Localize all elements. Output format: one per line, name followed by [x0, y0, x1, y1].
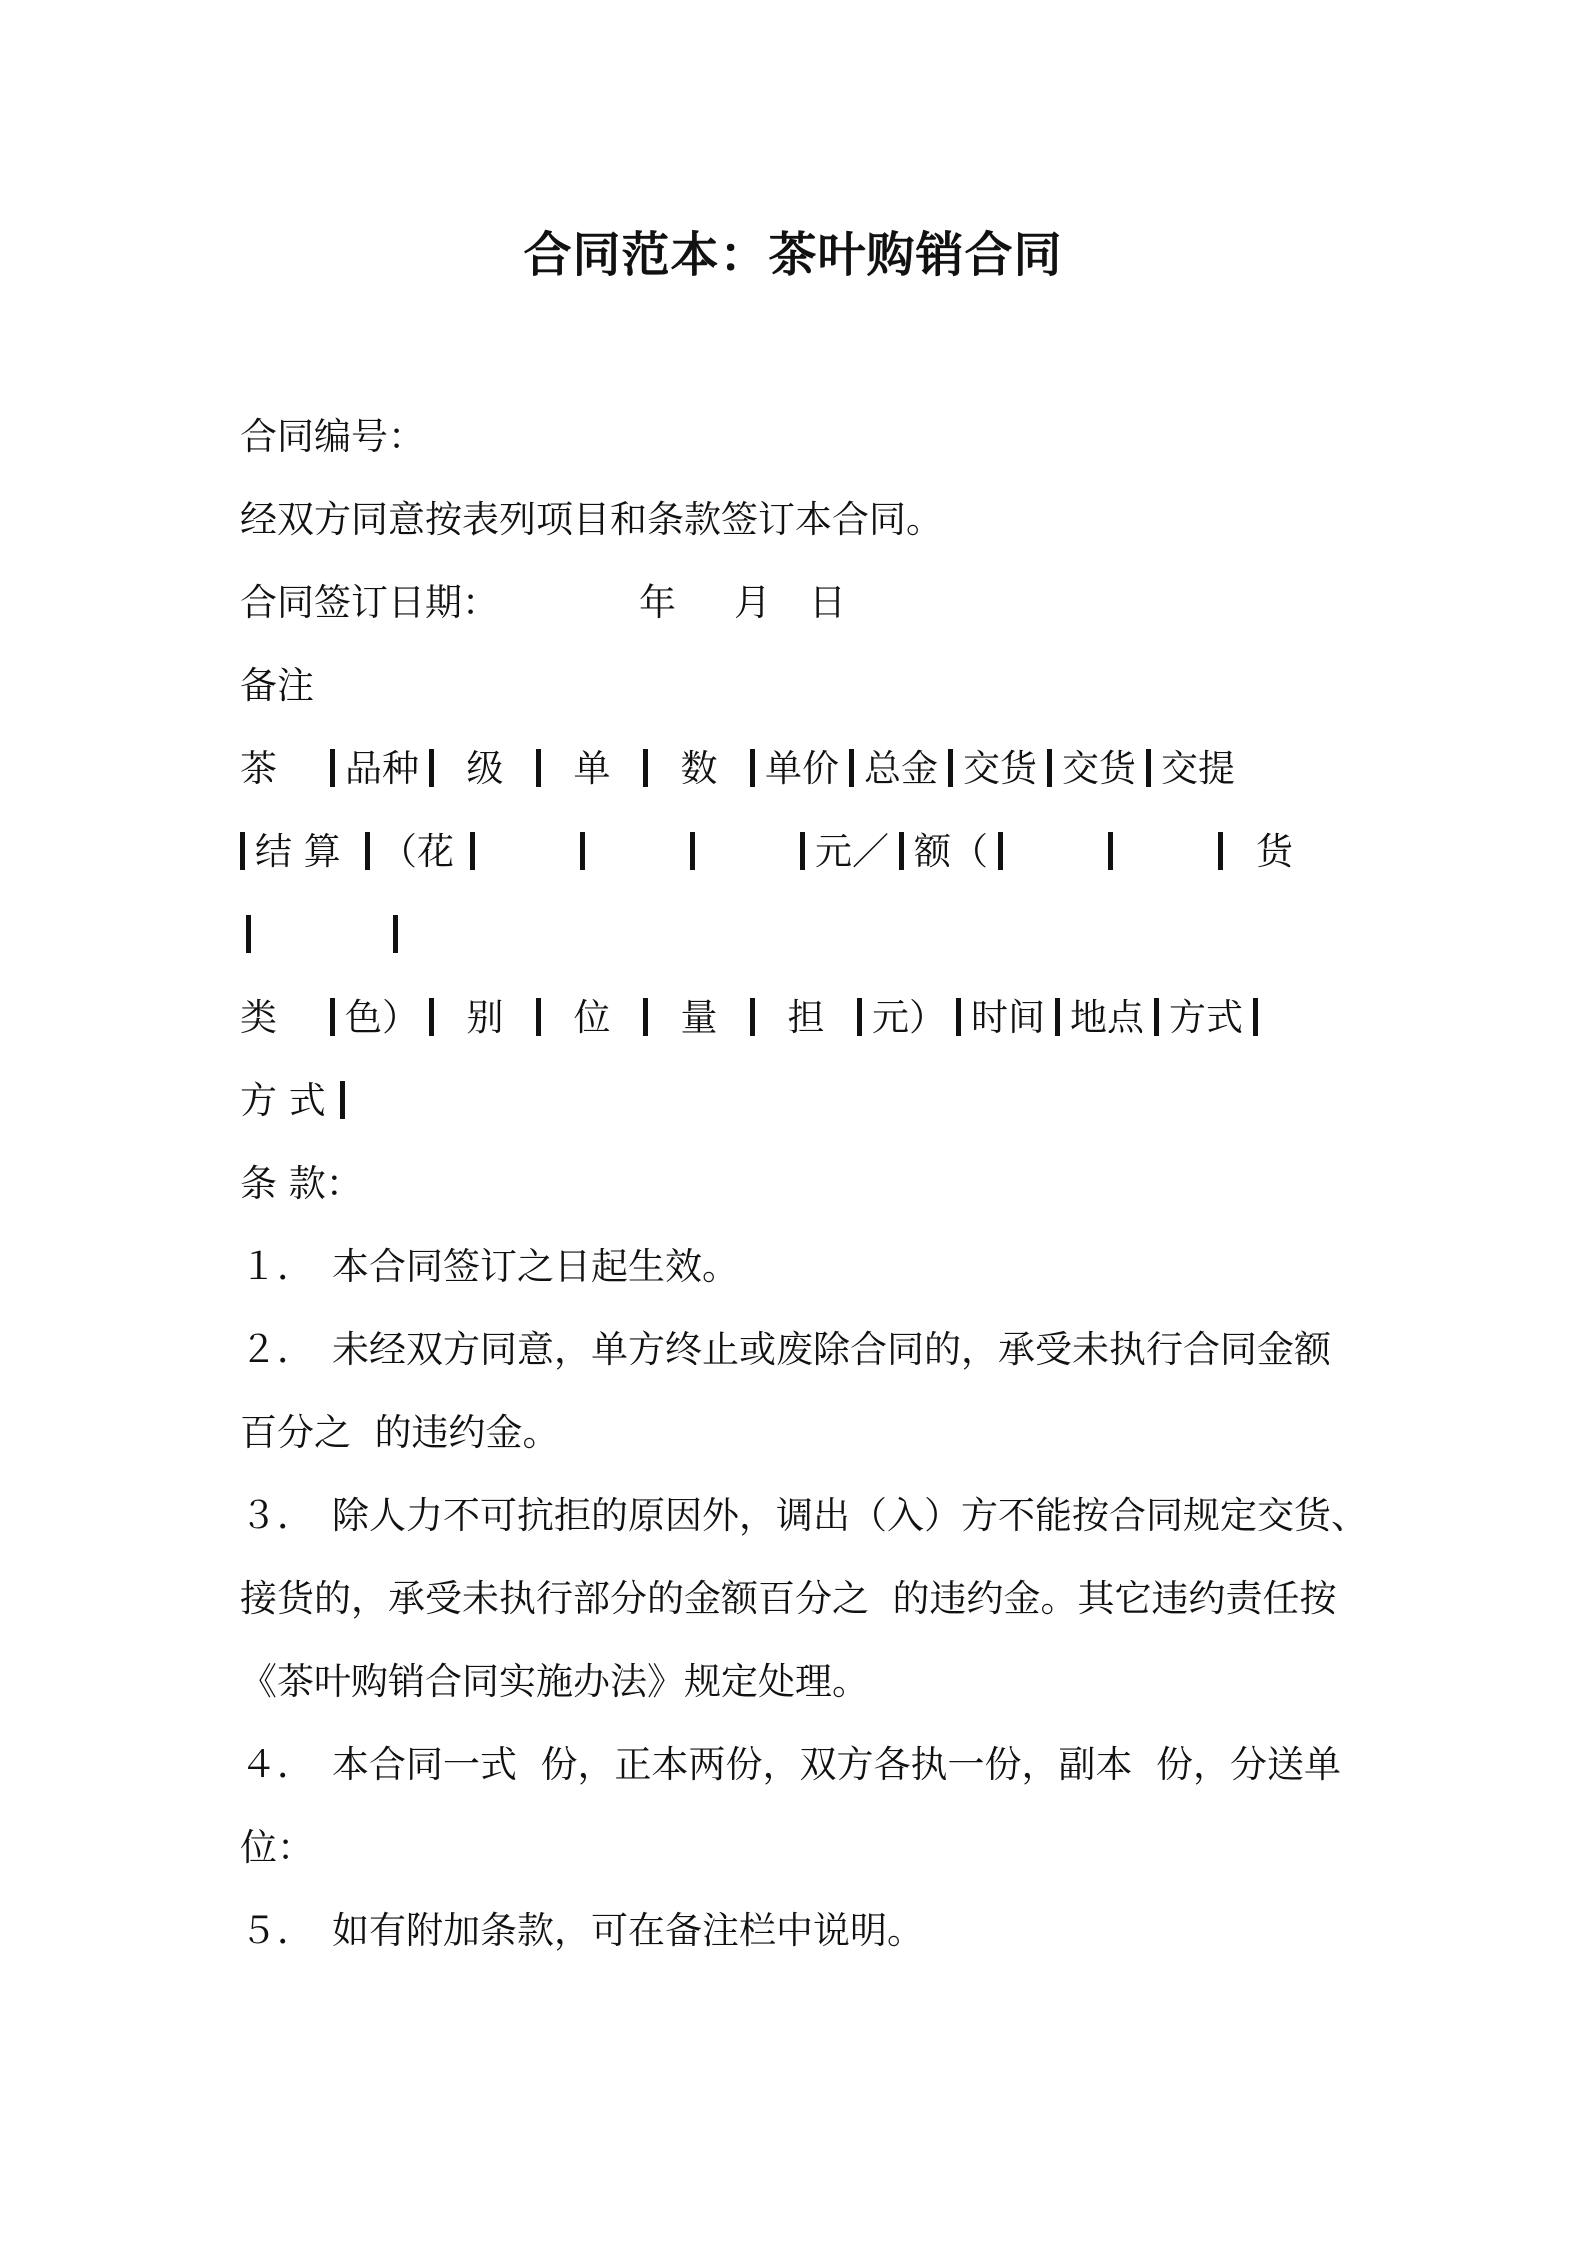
table-cell: 级 — [466, 747, 504, 790]
clause-2 — [240, 1325, 1331, 1375]
table-cell: 品种 — [345, 747, 419, 790]
clause-text: 除人力不可抗拒的原因外，调出（入）方不能按合同规定交货、 — [332, 1494, 1368, 1537]
clause-1 — [240, 1242, 739, 1292]
table-divider — [643, 998, 648, 1036]
table-cell: 方式 — [1169, 996, 1243, 1039]
intro-text: 经双方同意按表列项目和条款签订本合同。 — [240, 498, 943, 541]
table-cell: 交货 — [963, 747, 1037, 790]
table-divider — [1218, 832, 1223, 870]
table-divider — [800, 832, 805, 870]
clause-number: ３． — [240, 1494, 314, 1537]
clause-text: 本合同一式 份，正本两份，双方各执一份，副本 份，分送单 — [332, 1743, 1342, 1786]
table-divider — [1253, 998, 1258, 1036]
table-cell: 元） — [872, 996, 946, 1039]
sign-date-label: 合同签订日期： — [240, 581, 499, 624]
table-divider — [948, 749, 953, 787]
table-divider — [899, 832, 904, 870]
clause-number: ４． — [240, 1743, 314, 1786]
table-divider — [1154, 998, 1159, 1036]
table-divider — [956, 998, 961, 1036]
table-cell: 位 — [573, 996, 611, 1039]
table-divider — [750, 998, 755, 1036]
table-cell: 额（ — [914, 830, 988, 873]
table-divider — [330, 998, 335, 1036]
table-cell: （花 — [380, 830, 454, 873]
document-title: 合同范本：茶叶购销合同 — [523, 227, 1063, 283]
table-divider — [998, 832, 1003, 870]
table-divider — [849, 749, 854, 787]
table-header-row-5 — [240, 1076, 355, 1126]
table-cell: 色） — [345, 996, 419, 1039]
table-cell: 货 — [1256, 830, 1293, 873]
table-cell: 结 算 — [255, 830, 341, 873]
table-divider — [393, 915, 398, 953]
table-header-row-2 — [240, 827, 1293, 877]
table-divider — [536, 749, 541, 787]
clause-4-continued: 位： — [240, 1826, 314, 1869]
table-header-row-4 — [240, 993, 1268, 1043]
table-divider — [246, 915, 251, 953]
clause-number: １． — [240, 1245, 314, 1288]
table-cell: 别 — [466, 996, 504, 1039]
table-divider — [580, 832, 585, 870]
table-cell: 数 — [680, 747, 718, 790]
table-cell: 地点 — [1070, 996, 1144, 1039]
table-header-row-3 — [240, 910, 408, 960]
table-divider — [1055, 998, 1060, 1036]
clauses-label: 条 款： — [240, 1162, 363, 1205]
clause-text: 如有附加条款，可在备注栏中说明。 — [332, 1909, 924, 1952]
table-divider — [536, 998, 541, 1036]
clause-3-continued: 《茶叶购销合同实施办法》规定处理。 — [240, 1660, 869, 1703]
table-cell: 元／ — [815, 830, 889, 873]
clause-text: 未经双方同意，单方终止或废除合同的，承受未执行合同金额 — [332, 1328, 1331, 1371]
table-cell: 交提 — [1161, 747, 1235, 790]
table-divider — [857, 998, 862, 1036]
clause-3-continued: 接货的，承受未执行部分的金额百分之 的违约金。其它违约责任按 — [240, 1577, 1337, 1620]
clause-2-continued: 百分之 的违约金。 — [240, 1411, 560, 1454]
table-divider — [643, 749, 648, 787]
sign-date-line — [240, 578, 846, 628]
table-cell: 单 — [573, 747, 611, 790]
table-divider — [429, 749, 434, 787]
table-cell: 方 式 — [240, 1079, 326, 1122]
table-divider — [330, 749, 335, 787]
sign-date-day: 日 — [809, 581, 846, 624]
clause-number: ５． — [240, 1909, 314, 1952]
sign-date-month: 月 — [734, 581, 771, 624]
clause-text: 本合同签订之日起生效。 — [332, 1245, 739, 1288]
clause-number: ２． — [240, 1328, 314, 1371]
clause-4 — [240, 1740, 1341, 1790]
table-cell: 单价 — [765, 747, 839, 790]
table-divider — [429, 998, 434, 1036]
table-cell: 类 — [240, 996, 277, 1039]
table-cell: 量 — [680, 996, 718, 1039]
table-divider — [365, 832, 370, 870]
table-header-row-1 — [240, 744, 1235, 794]
table-cell: 茶 — [240, 747, 277, 790]
table-cell: 担 — [787, 996, 825, 1039]
clause-3 — [240, 1491, 1368, 1541]
table-divider — [1047, 749, 1052, 787]
table-divider — [1146, 749, 1151, 787]
table-divider — [470, 832, 475, 870]
table-cell: 总金 — [864, 747, 938, 790]
remark-label: 备注 — [240, 664, 314, 707]
table-cell: 交货 — [1062, 747, 1136, 790]
clause-5 — [240, 1906, 924, 1956]
table-divider — [340, 1081, 345, 1119]
sign-date-year: 年 — [639, 581, 676, 624]
table-divider — [240, 832, 245, 870]
table-cell: 时间 — [971, 996, 1045, 1039]
table-divider — [750, 749, 755, 787]
table-divider — [1108, 832, 1113, 870]
contract-number-label: 合同编号： — [240, 415, 425, 458]
table-divider — [690, 832, 695, 870]
